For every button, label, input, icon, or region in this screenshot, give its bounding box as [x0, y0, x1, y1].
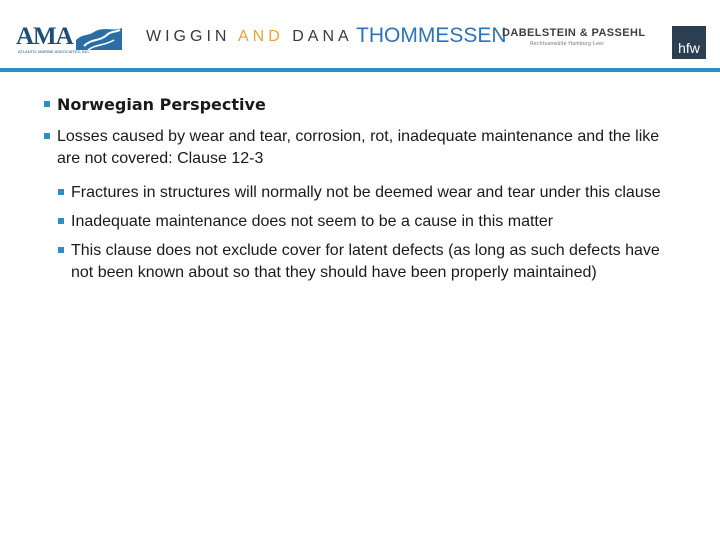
header-rule	[0, 68, 720, 72]
dabelstein-logo-name: DABELSTEIN & PASSEHL	[502, 27, 646, 39]
wiggin-logo-part3: DANA	[283, 28, 353, 45]
hfw-logo-text: hfw	[678, 40, 700, 56]
sub-bullet-text: Inadequate maintenance does not seem to be a cause in this matter	[71, 213, 554, 230]
bullet-marker	[58, 218, 64, 224]
dabelstein-logo-subtitle: Rechtsanwälte Hamburg·Leer	[530, 41, 605, 47]
thommessen-logo: THOMMESSEN	[356, 24, 507, 47]
main-bullet	[44, 126, 674, 170]
slide-heading	[44, 94, 674, 116]
ama-sail-icon	[74, 24, 124, 52]
bullet-marker	[44, 101, 50, 107]
wiggin-and-dana-logo	[146, 27, 353, 47]
sub-bullet-text: Fractures in structures will normally not be deemed wear and tear under this clause	[71, 184, 661, 201]
ama-logo-letters: AMA	[16, 23, 73, 50]
slide-heading-text: Norwegian Perspective	[57, 95, 266, 114]
sub-bullet-text: This clause does not exclude cover for latent defects (as long as such defects have not been known about so that they should have been properly maintained)	[71, 242, 660, 281]
hfw-logo	[672, 26, 706, 59]
ama-logo	[14, 22, 126, 56]
dabelstein-passehl-logo	[502, 27, 645, 48]
wiggin-logo-and: AND	[238, 28, 284, 45]
bullet-marker	[44, 133, 50, 139]
logo-bar	[0, 0, 720, 68]
bullet-marker	[58, 189, 64, 195]
sub-bullet-list	[58, 182, 674, 284]
sub-bullet	[58, 240, 674, 284]
sub-bullet	[58, 182, 674, 204]
wiggin-logo-part1: WIGGIN	[146, 28, 238, 45]
bullet-marker	[58, 247, 64, 253]
main-bullet-text: Losses caused by wear and tear, corrosion, rot, inadequate maintenance and the like are not covered: Clause 12-3	[57, 128, 660, 167]
sub-bullet	[58, 211, 674, 233]
ama-logo-subtitle: ATLANTIC MARINE ASSOCIATES, INC.	[18, 49, 91, 54]
slide-content	[44, 94, 674, 291]
